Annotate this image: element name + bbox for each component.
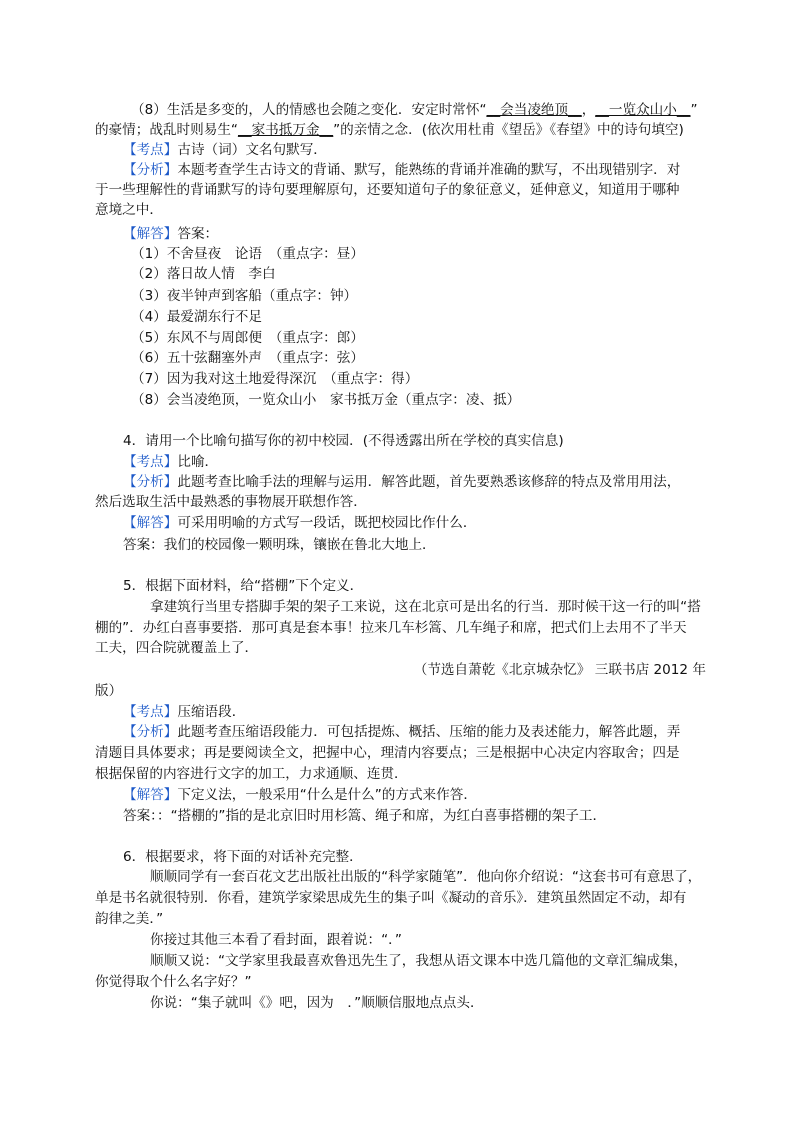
q3-fenxi-line1: 【分析】本题考查学生古诗文的背诵、默写，能熟练的背诵并准确的默写，不出现错别字．对 <box>123 162 681 178</box>
q4-kaodian: 【考点】比喻． <box>123 454 219 470</box>
answer-item-2: （2）落日故人情 李白 <box>131 266 276 282</box>
answer-item-5: （5）东风不与周郎便 （重点字：郎） <box>131 330 364 346</box>
q5-question: 5．根据下面材料，给“搭棚”下个定义． <box>123 578 364 594</box>
q6-dialog-p3-line2: 你觉得取个什么名字好？” <box>95 974 252 990</box>
q6-dialog-p4: 你说：“集子就叫《》吧，因为 ．”顺顺信服地点点头． <box>150 995 484 1011</box>
q6-dialog-p2: 你接过其他三本看了看封面，跟着说：“．” <box>150 932 402 948</box>
fenxi-tag: 【分析】 <box>123 474 178 490</box>
q5-fenxi-line2: 清题目具体要求；再是要阅读全文，把握中心，理清内容要点；三是根据中心决定内容取舍；四是 <box>95 745 680 761</box>
blank-answer-2: __一览众山小__ <box>595 102 691 118</box>
q4-fenxi-line1: 【分析】此题考查比喻手法的理解与运用．解答此题，首先要熟悉该修辞的特点及常用用法， <box>123 474 681 490</box>
q6-question: 6．根据要求，将下面的对话补充完整． <box>123 849 363 865</box>
q5-source-line2: 版） <box>95 683 123 699</box>
q5-kaodian: 【考点】压缩语段． <box>123 704 246 720</box>
q3-item8-line1: （8）生活是多变的，人的情感也会随之变化．安定时常怀“__会当凌绝顶__，__一览众山小__” <box>131 102 698 118</box>
q5-fenxi-line1: 【分析】此题考查压缩语段能力．可包括提炼、概括、压缩的能力及表述能力，解答此题，弄 <box>123 724 681 740</box>
q4-fenxi-line2: 然后选取生活中最熟悉的事物展开联想作答． <box>95 494 367 510</box>
jieda-tag: 【解答】 <box>123 515 178 531</box>
q3-item8-line2: 的豪情；战乱时则易生“__家书抵万金__”的亲情之念．(依次用杜甫《望岳》《春望》中的诗句填空) <box>95 122 684 138</box>
q3-fenxi-line3: 意境之中． <box>95 202 163 218</box>
q5-answer: 答案：：“搭棚的”指的是北京旧时用杉篙、绳子和席，为红白喜事搭棚的架子工． <box>123 808 607 824</box>
q3-jieda: 【解答】答案： <box>123 226 219 242</box>
fenxi-tag: 【分析】 <box>123 724 178 740</box>
q3-kaodian: 【考点】古诗（词）文名句默写． <box>123 142 327 158</box>
answer-item-3: （3）夜半钟声到客船（重点字：钟） <box>131 288 358 304</box>
q6-dialog-p1-line2: 单是书名就很特别．你看，建筑学家梁思成先生的集子叫《凝动的音乐》．建筑虽然固定不动，却有 <box>95 890 687 906</box>
answer-item-1: （1）不舍昼夜 论语 （重点字：昼） <box>131 246 364 262</box>
fenxi-tag: 【分析】 <box>123 162 178 178</box>
answer-item-7: （7）因为我对这土地爱得深沉 （重点字：得） <box>131 371 419 387</box>
jieda-tag: 【解答】 <box>123 787 178 803</box>
q4-answer: 答案：我们的校园像一颗明珠，镶嵌在鲁北大地上． <box>123 537 436 553</box>
q5-jieda: 【解答】下定义法，一般采用“什么是什么”的方式来作答． <box>123 787 477 803</box>
q6-dialog-p3-line1: 顺顺又说：“文学家里我最喜欢鲁迅先生了，我想从语文课本中选几篇他的文章汇编成集， <box>150 953 688 969</box>
q5-material-line2: 棚的”．办红白喜事要搭．那可真是套本事！拉来几车杉篙、几车绳子和席，把式们上去用不了半天 <box>95 620 687 636</box>
answer-item-6: （6）五十弦翻塞外声 （重点字：弦） <box>131 350 364 366</box>
q6-dialog-p1-line1: 顺顺同学有一套百花文艺出版社出版的“科学家随笔”．他向你介绍说：“这套书可有意思了， <box>150 869 702 885</box>
q5-material-line3: 工夫，四合院就覆盖上了． <box>95 640 259 656</box>
kaodian-tag: 【考点】 <box>123 704 178 720</box>
q4-question: 4．请用一个比喻句描写你的初中校园．(不得透露出所在学校的真实信息) <box>123 433 564 449</box>
q5-fenxi-line3: 根据保留的内容进行文字的加工，力求通顺、连贯． <box>95 766 408 782</box>
kaodian-tag: 【考点】 <box>123 142 178 158</box>
blank-answer-1: __会当凌绝顶__ <box>486 102 582 118</box>
q6-dialog-p1-line3: 韵律之美．” <box>95 911 164 927</box>
blank-answer-3: __家书抵万金__ <box>237 122 334 138</box>
answer-item-4: （4）最爱湖东行不足 <box>131 309 262 325</box>
jieda-tag: 【解答】 <box>123 226 178 242</box>
q5-source-line1: （节选自萧乾《北京城杂忆》 三联书店 2012 年 <box>413 662 706 678</box>
q3-fenxi-line2: 于一些理解性的背诵默写的诗句要理解原句，还要知道句子的象征意义，延伸意义，知道用于哪种 <box>95 182 680 198</box>
q4-jieda: 【解答】可采用明喻的方式写一段话，既把校园比作什么． <box>123 515 477 531</box>
q5-material-line1: 拿建筑行当里专搭脚手架的架子工来说，这在北京可是出名的行当．那时候干这一行的叫“搭 <box>150 599 701 615</box>
answer-item-8: （8）会当凌绝顶，一览众山小 家书抵万金（重点字：凌、抵） <box>131 392 521 408</box>
kaodian-tag: 【考点】 <box>123 454 178 470</box>
